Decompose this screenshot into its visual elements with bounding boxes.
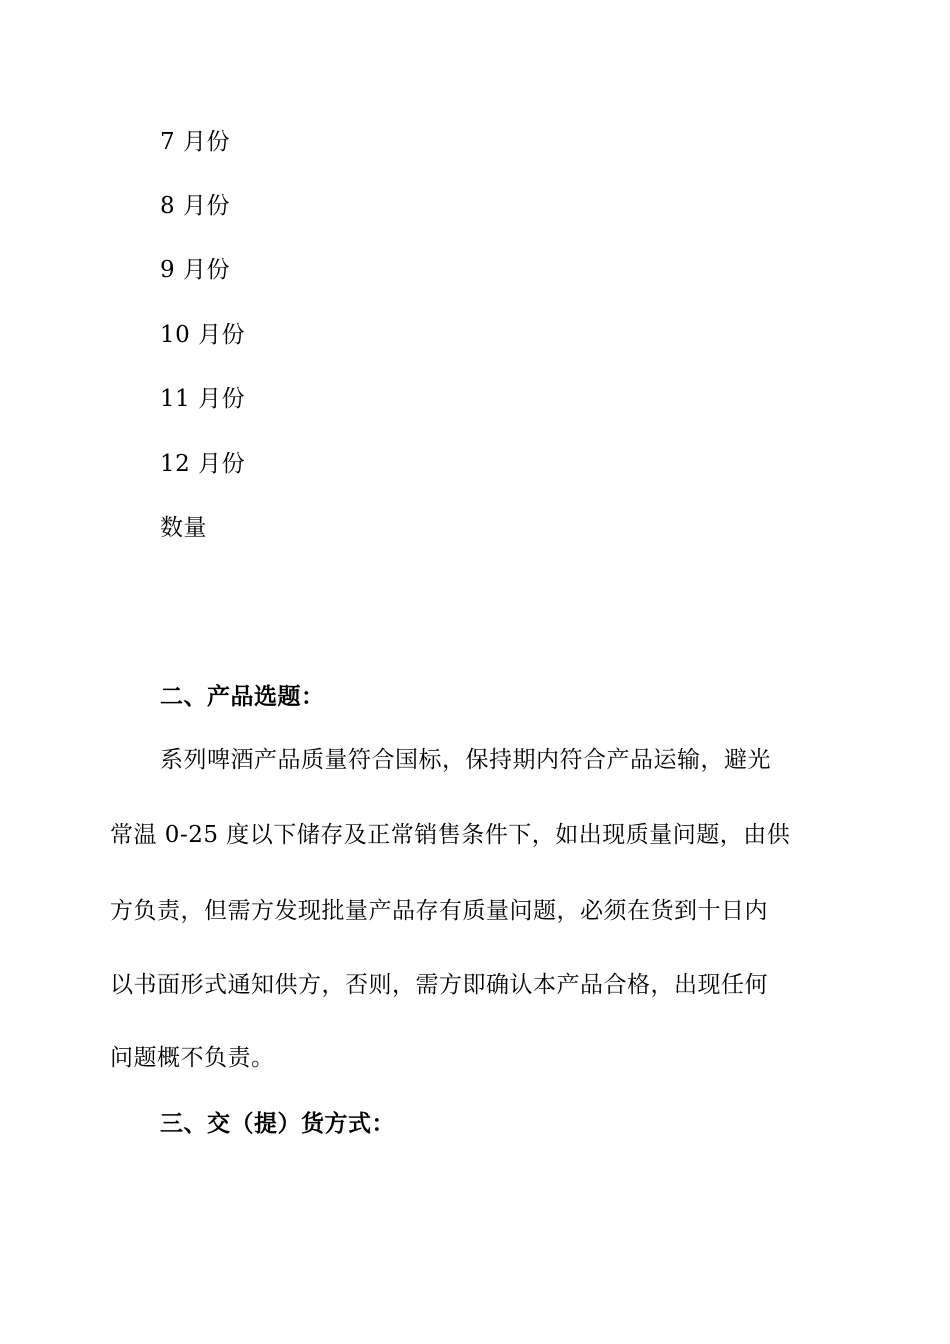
section2-heading: 二、产品选题：: [160, 683, 325, 710]
section2-line-1: 系列啤酒产品质量符合国标，保持期内符合产品运输，避光: [160, 747, 771, 773]
month-october: 10 月份: [160, 322, 246, 348]
quantity-label: 数量: [160, 515, 207, 541]
month-november: 11 月份: [160, 386, 246, 412]
section2-line-2: 常温 0-25 度以下储存及正常销售条件下，如出现质量问题，由供: [110, 822, 791, 848]
month-september: 9 月份: [160, 257, 230, 283]
section2-line-4: 以书面形式通知供方，否则，需方即确认本产品合格，出现任何: [110, 972, 768, 998]
month-december: 12 月份: [160, 451, 246, 477]
month-july: 7 月份: [160, 129, 230, 155]
section2-line-3: 方负责，但需方发现批量产品存有质量问题，必须在货到十日内: [110, 898, 768, 924]
section3-heading: 三、交（提）货方式：: [160, 1110, 395, 1137]
section2-line-5: 问题概不负责。: [110, 1045, 275, 1071]
month-august: 8 月份: [160, 193, 230, 219]
